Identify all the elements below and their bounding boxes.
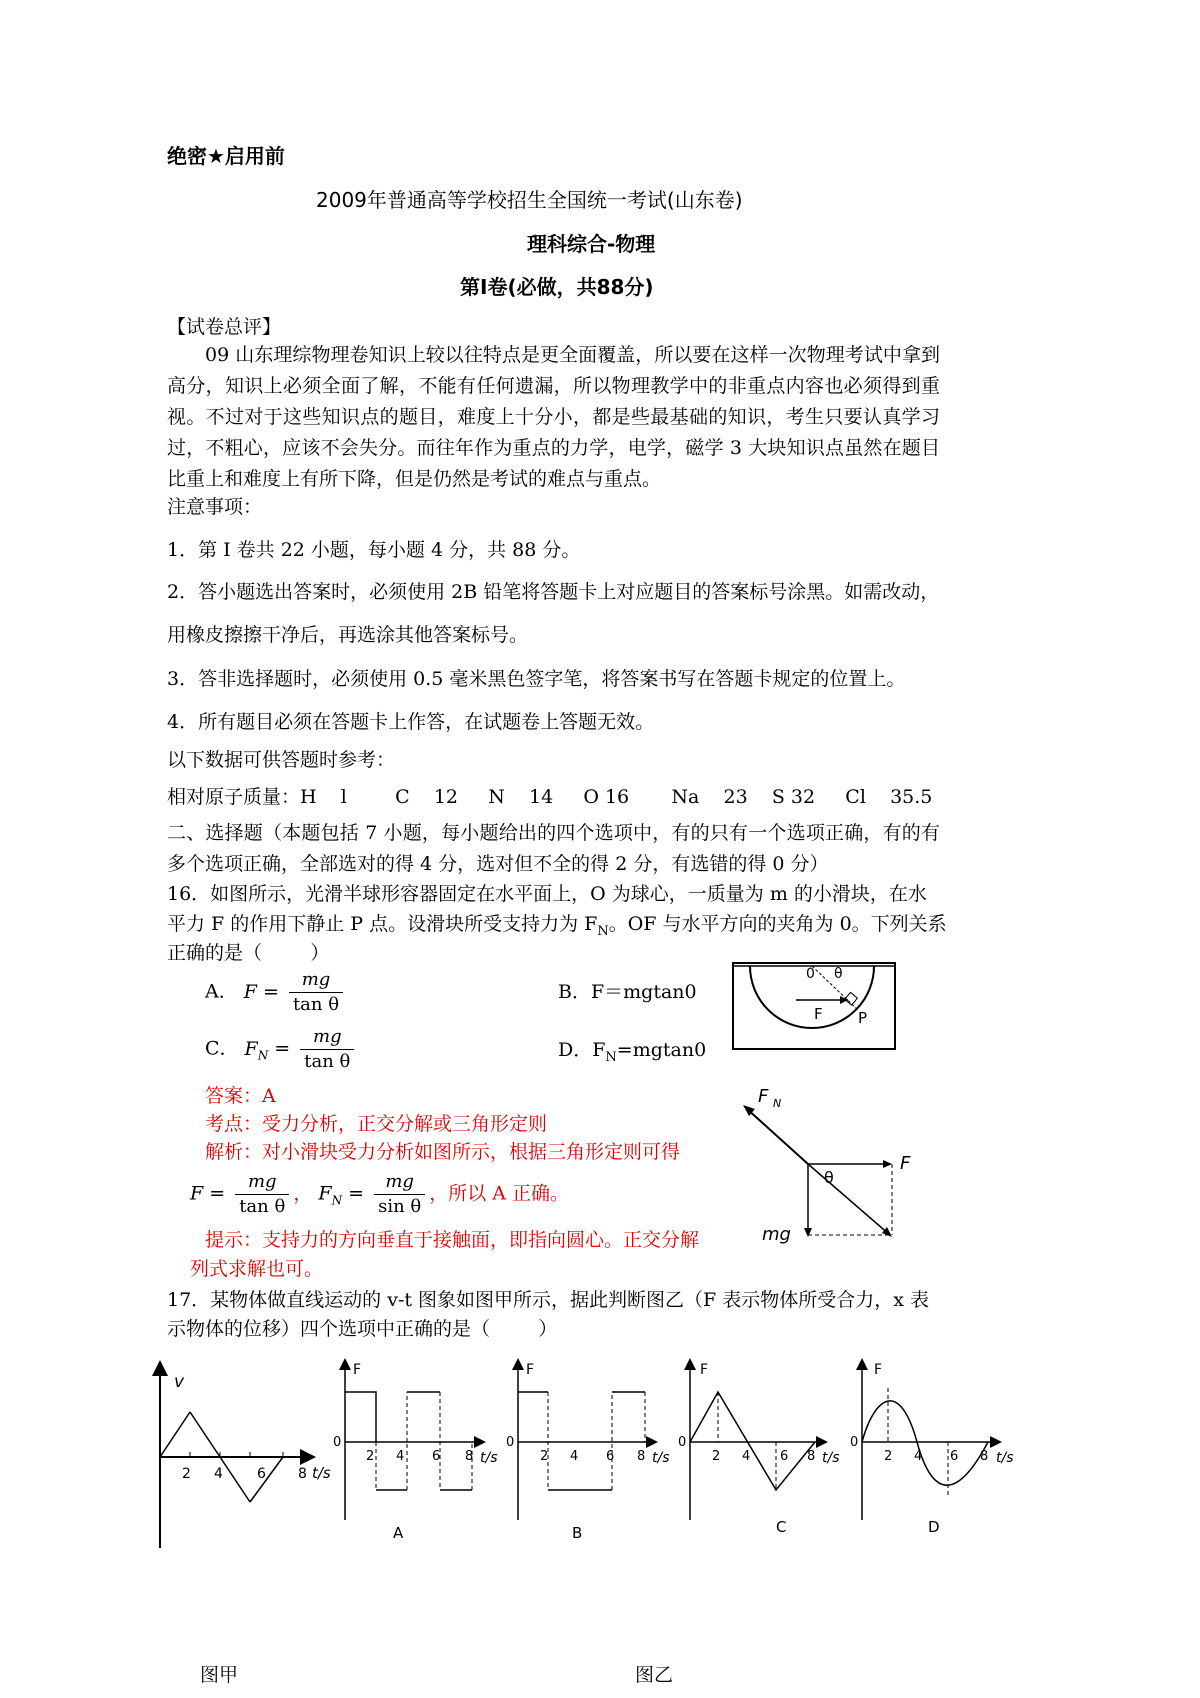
review-text: 09 山东理综物理卷知识上较以往特点是更全面覆盖，所以要在这样一次物理考试中拿到高分，知识上必须全面了解，不能有任何遗漏，所以物理教学中的非重点内容也必须得到重视。不过对于这些知识点的题目，难度上十分小，都是些最基础的知识，考生只要认真学习过，不粗心，应该不会失分。而往年作为重点的力学，电学，磁学 3 大块知识点虽然在题目比重上和难度上有所下降，但是仍然是考试的难点与重点。	[167, 344, 940, 490]
svg-text:8: 8	[980, 1449, 989, 1464]
fig-label-theta: θ	[834, 966, 843, 982]
note-item: 3．答非选择题时，必须使用 0.5 毫米黑色签字笔，将答案书写在答题卡规定的位置上。	[167, 668, 906, 690]
svg-text:mg: mg	[762, 1224, 791, 1245]
q16-force-diagram	[740, 1080, 930, 1250]
graph-a	[333, 1362, 498, 1542]
review-label: 【试卷总评】	[167, 316, 282, 338]
reference-label: 以下数据可供答题时参考：	[167, 749, 396, 771]
svg-text:8: 8	[637, 1449, 646, 1464]
fig-label-o: 0	[806, 966, 815, 982]
graph-label-d: D	[928, 1518, 940, 1536]
note-item: 4．所有题目必须在答题卡上作答，在试题卷上答题无效。	[167, 711, 655, 733]
q16-analysis: 解析：对小滑块受力分析如图所示，根据三角形定则可得	[205, 1141, 681, 1163]
svg-text:N: N	[773, 1097, 782, 1110]
svg-text:v: v	[174, 1372, 185, 1392]
svg-text:6: 6	[950, 1449, 959, 1464]
subject-title: 理科综合-物理	[527, 232, 656, 256]
confidential-mark: 绝密★启用前	[167, 144, 285, 168]
graph-d	[850, 1362, 1014, 1536]
q16-stem-line1: 16．如图所示，光滑半球形容器固定在水平面上，O 为球心，一质量为 m 的小滑块，在水	[167, 883, 927, 905]
q16-option-c: C． $F_N$ = $\frac{mg}{\text{tan θ}}$	[205, 1025, 358, 1074]
svg-text:2: 2	[884, 1449, 893, 1464]
svg-text:2: 2	[712, 1449, 721, 1464]
svg-text:4: 4	[742, 1449, 751, 1464]
fig-label-p: P	[858, 1009, 868, 1027]
q16-option-d: D．$F_N=mgtan0$	[558, 1039, 707, 1065]
section2-instructions: 二、选择题（本题包括 7 小题，每小题给出的四个选项中，有的只有一个选项正确，有的有多个选项正确，全部选对的得 4 分，选对但不全的得 2 分，有选错的得 0 分）	[167, 822, 940, 875]
svg-text:4: 4	[214, 1466, 223, 1482]
svg-text:4: 4	[396, 1449, 405, 1464]
graph-label-b: B	[572, 1524, 583, 1542]
svg-text:8: 8	[298, 1466, 307, 1482]
caption-yi: 图乙	[635, 1664, 674, 1686]
q16-hint-line1: 提示：支持力的方向垂直于接触面，即指向圆心。正交分解	[205, 1229, 700, 1251]
svg-text:2: 2	[540, 1449, 549, 1464]
q16-answer: 答案：A	[205, 1085, 276, 1107]
q16-conclusion: F = $\frac{mg}{\text{tan θ}}$ ， $F_N$ = $\frac{mg}{\text{sin θ}}$ ，所以 A 正确。	[190, 1171, 570, 1217]
svg-text:0: 0	[678, 1435, 687, 1450]
svg-text:t/s: t/s	[822, 1450, 840, 1466]
svg-text:F: F	[353, 1362, 362, 1378]
q17-stem-line1: 17．某物体做直线运动的 v-t 图象如图甲所示，据此判断图乙（F 表示物体所受合力，x 表	[167, 1289, 930, 1311]
svg-text:2: 2	[182, 1466, 191, 1482]
note-item: 用橡皮擦擦干净后，再选涂其他答案标号。	[167, 624, 529, 646]
svg-text:F: F	[700, 1362, 709, 1378]
q16-point: 考点：受力分析，正交分解或三角形定则	[205, 1113, 548, 1135]
exam-title: 2009年普通高等学校招生全国统一考试(山东卷)	[316, 188, 743, 212]
svg-text:t/s: t/s	[480, 1450, 498, 1466]
graph-b	[506, 1362, 670, 1542]
graph-label-c: C	[776, 1518, 787, 1536]
q16-hint-line2: 列式求解也可。	[190, 1258, 324, 1280]
caption-jia: 图甲	[200, 1664, 239, 1686]
svg-text:4: 4	[570, 1449, 579, 1464]
svg-text:6: 6	[257, 1466, 266, 1482]
svg-text:t/s: t/s	[996, 1450, 1014, 1466]
svg-text:F: F	[900, 1153, 911, 1174]
section-title: 第Ⅰ卷(必做，共88分)	[460, 275, 654, 299]
svg-text:4: 4	[914, 1449, 923, 1464]
svg-text:8: 8	[465, 1449, 474, 1464]
note-item: 1．第 I 卷共 22 小题，每小题 4 分，共 88 分。	[167, 539, 581, 561]
svg-text:t/s: t/s	[312, 1464, 331, 1482]
graph-label-a: A	[393, 1524, 404, 1542]
q16-option-a: A． F = $\frac{mg}{\text{tan θ}}$	[205, 968, 347, 1017]
fig-label-f: F	[814, 1005, 823, 1023]
svg-text:t/s: t/s	[652, 1450, 670, 1466]
svg-text:θ: θ	[824, 1168, 834, 1187]
svg-text:6: 6	[432, 1449, 441, 1464]
graph-c	[678, 1362, 840, 1536]
svg-text:F: F	[526, 1362, 535, 1378]
svg-text:6: 6	[780, 1449, 789, 1464]
q16-option-b: B．F＝mgtan0	[558, 981, 697, 1003]
graph-jia	[160, 1368, 331, 1548]
svg-text:0: 0	[850, 1435, 859, 1450]
notes-label: 注意事项：	[167, 496, 263, 518]
svg-text:0: 0	[506, 1435, 515, 1450]
svg-text:8: 8	[807, 1449, 816, 1464]
q17-graphs	[140, 1350, 1040, 1560]
svg-text:2: 2	[366, 1449, 375, 1464]
svg-text:F: F	[758, 1086, 769, 1107]
q16-stem-line2: 平力 F 的作用下静止 P 点。设滑块所受支持力为 $F_N$。OF 与水平方向的夹角为 0。下列关系	[167, 913, 947, 939]
q16-stem-line3: 正确的是（ ）	[167, 942, 330, 964]
atomic-mass-line: 相对原子质量：H l C 12 N 14 O 16 Na 23 S 32 Cl 35.5	[167, 786, 933, 808]
svg-text:F: F	[874, 1362, 883, 1378]
svg-text:6: 6	[606, 1449, 615, 1464]
q16-hemisphere-figure	[730, 957, 900, 1053]
note-item: 2．答小题选出答案时，必须使用 2B 铅笔将答题卡上对应题目的答案标号涂黑。如需改动，	[167, 581, 940, 603]
svg-text:0: 0	[333, 1435, 342, 1450]
q17-stem-line2: 示物体的位移）四个选项中正确的是（ ）	[167, 1318, 558, 1340]
